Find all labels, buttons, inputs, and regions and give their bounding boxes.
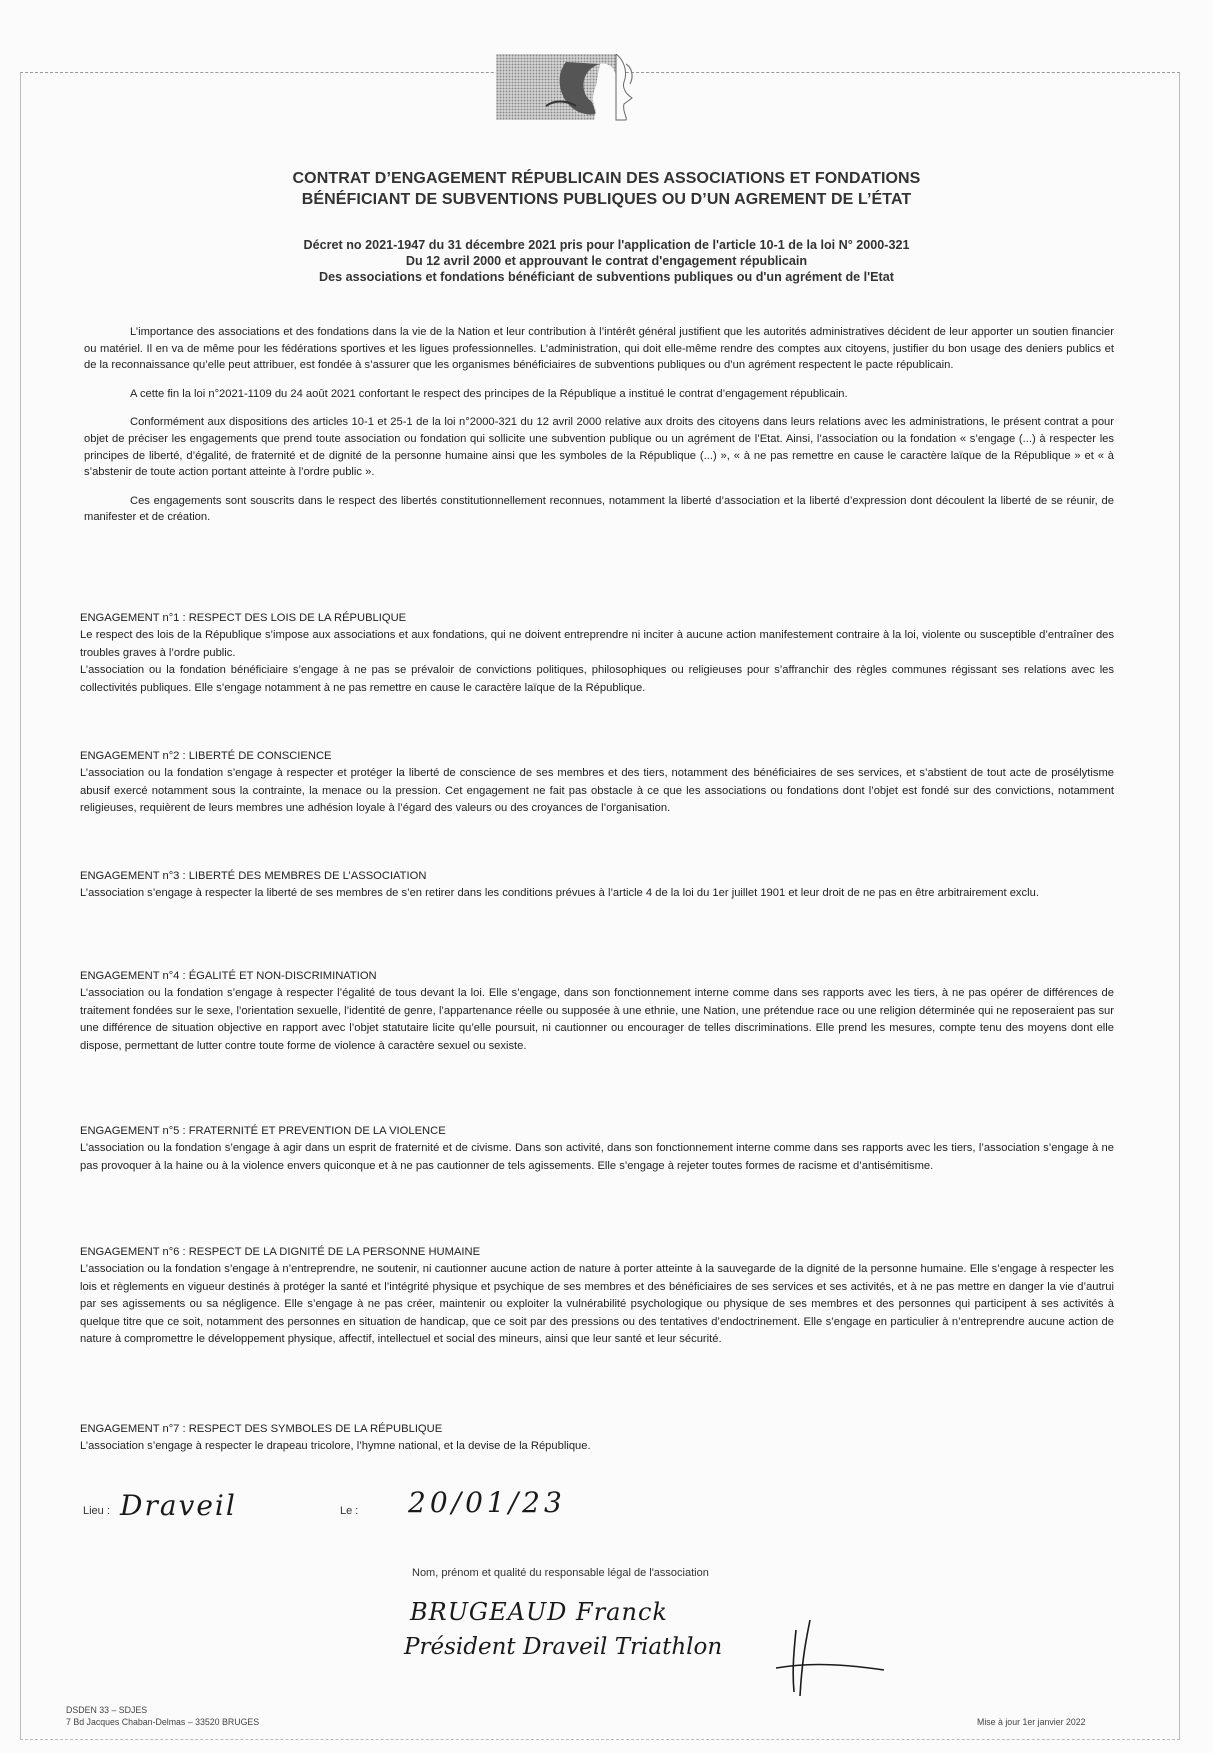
engagement-4 (80, 968, 1114, 1055)
handwritten-role: Président Draveil Triathlon (404, 1634, 723, 1660)
date-label: Le : (340, 1505, 359, 1517)
footer-update-date: Mise à jour 1er janvier 2022 (977, 1717, 1086, 1727)
preamble-paragraph: Ces engagements sont souscrits dans le respect des libertés constitutionnellement reconnues, notamment la liberté d’association et la liberté d’expression dont découlent la liberté de se réunir, de manifester et de création. (84, 494, 1114, 524)
engagement-text: L’association ou la fondation s’engage à respecter et protéger la liberté de conscience de ses membres et des tiers, notamment des bénéficiaires de ses services, et s’abstient de tout acte de prosélytisme abusif exercé notamment sous la contrainte, la menace ou la pression. Cet engagement ne fait pas obstacle à ce que les associations ou fondations dont l’objet est fondé sur des convictions, notamment religieuses, requièrent de leurs membres une adhésion loyale à l’égard des valeurs ou des croyances de l’organisation. (80, 767, 1114, 815)
engagement-heading: ENGAGEMENT n°7 : RESPECT DES SYMBOLES DE LA RÉPUBLIQUE (80, 1423, 443, 1435)
preamble-paragraph: Conformément aux dispositions des articles 10-1 et 25-1 de la loi n°2000-321 du 12 avril 2000 relative aux droits des citoyens dans leurs relations avec les administrations, le présent contrat a pour objet de préciser les engagements que prend toute association ou fondation qui sollicite une subvention publique ou un agrément de l’Etat. Ainsi, l’association ou la fondation « s’engage (...) à respecter les principes de liberté, d’égalité, de fraternité et de dignité de la personne humaine ainsi que les symboles de la République (...) », « à ne pas remettre en cause le caractère laïque de la République » et « à s’abstenir de toute action portant atteinte à l’ordre public ». (84, 416, 1114, 479)
footer-address: 7 Bd Jacques Chaban-Delmas – 33520 BRUGES (66, 1717, 260, 1727)
engagement-7 (80, 1421, 1114, 1456)
place-handwritten: Draveil (120, 1489, 237, 1522)
engagement-text: L’association ou la fondation s’engage à n’entreprendre, ne soutenir, ni cautionner aucune action de nature à porter atteinte à la sauvegarde de la dignité de la personne humaine. Elle s’engage à respecter les lois et règlements en vigueur destinés à protéger la santé et l’intégrité physique et psychique de ses membres et des bénéficiaires de ses services et ses activités, et à ne pas mettre en danger la vie d’autrui par ses agissements ou sa négligence. Elle s’engage à ne pas créer, maintenir ou exploiter la vulnérabilité psychologique ou physique de ses membres et des personnes qui participent à ses activités à quelque titre que ce soit, notamment des personnes en situation de handicap, que ce soit par des pressions ou des tentatives d’endoctrinement. Elle s’engage en particulier à n’entreprendre aucune action de nature à compromettre le développement physique, affectif, intellectuel et social des mineurs, ainsi que leur santé et leur sécurité. (80, 1263, 1114, 1346)
engagement-text: L’association s’engage à respecter la liberté de ses membres de s’en retirer dans les conditions prévues à l’article 4 de la loi du 1er juillet 1901 et leur droit de ne pas en être arbitrairement exclu. (80, 887, 1039, 900)
decree-line-2: Du 12 avril 2000 et approuvant le contrat d'engagement républicain (405, 254, 808, 268)
decree-line-3: Des associations et fondations bénéficiant de subventions publiques ou d'un agrément de l'Etat (319, 270, 894, 284)
engagement-heading: ENGAGEMENT n°6 : RESPECT DE LA DIGNITÉ DE LA PERSONNE HUMAINE (80, 1246, 481, 1258)
place-label: Lieu : (83, 1505, 110, 1517)
engagement-2 (80, 748, 1114, 818)
engagement-heading: ENGAGEMENT n°1 : RESPECT DES LOIS DE LA RÉPUBLIQUE (80, 612, 407, 624)
marianne-logo (496, 54, 674, 124)
handwritten-name: BRUGEAUD Franck (410, 1598, 668, 1626)
engagement-heading: ENGAGEMENT n°3 : LIBERTÉ DES MEMBRES DE L’ASSOCIATION (80, 870, 427, 882)
document-title (0, 168, 1213, 210)
engagement-text: L’association ou la fondation s’engage à respecter l’égalité de tous devant la loi. Elle s’engage, dans son fonctionnement interne comme dans ses rapports avec les tiers, à ne pas opérer de différences de traitement fondées sur le sexe, l’orientation sexuelle, l’identité de genre, l’appartenance réelle ou supposée à une ethnie, une Nation, une prétendue race ou une religion déterminée qui ne reposeraient pas sur une différence de situation objective en rapport avec l’objet statutaire licite qu’elle poursuit, ni cautionner ou encourager de telles discriminations. Elle prend les mesures, compte tenu des moyens dont elle dispose, permettant de lutter contre toute forme de violence à caractère sexuel ou sexiste. (80, 987, 1114, 1052)
engagement-5 (80, 1123, 1114, 1175)
signature-scribble (770, 1610, 890, 1700)
preamble-paragraph: L’importance des associations et des fondations dans la vie de la Nation et leur contribution à l’intérêt général justifient que les autorités administratives décident de leur apporter un soutien financier ou matériel. Il en va de même pour les fédérations sportives et les ligues professionnelles. L’administration, qui doit elle-même rendre des comptes aux citoyens, justifier du bon usage des deniers publics et de la reconnaissance qu’elle peut attribuer, est fondée à s’assurer que les organismes bénéficiaires de subventions publiques ou d’un agrément respectent le pacte républicain. (84, 326, 1114, 372)
decree-reference (0, 237, 1213, 285)
engagement-text: L’association ou la fondation s’engage à agir dans un esprit de fraternité et de civisme. Dans son activité, dans son fonctionnement interne comme dans ses rapports avec les tiers, l’association s’engage à ne pas provoquer à la haine ou à la violence envers quiconque et à ne pas cautionner de tels agissements. Elle s’engage à rejeter toutes formes de racisme et d’antisémitisme. (80, 1142, 1114, 1172)
footer-office: DSDEN 33 – SDJES (66, 1705, 148, 1715)
date-handwritten: 20/01/23 (408, 1486, 566, 1519)
engagement-heading: ENGAGEMENT n°2 : LIBERTÉ DE CONSCIENCE (80, 750, 332, 762)
engagement-1 (80, 610, 1114, 697)
engagement-3 (80, 868, 1114, 903)
engagement-text: Le respect des lois de la République s’impose aux associations et aux fondations, qui ne doivent entreprendre ni inciter à aucune action manifestement contraire à la loi, violente ou susceptible d’entraîner des troubles graves à l’ordre public. (80, 629, 1114, 659)
engagement-text: L’association ou la fondation bénéficiaire s’engage à ne pas se prévaloir de convictions politiques, philosophiques ou religieuses pour s’affranchir des règles communes régissant ses relations avec les collectivités publiques. Elle s’engage notamment à ne pas remettre en cause le caractère laïque de la République. (80, 664, 1114, 694)
engagement-text: L’association s’engage à respecter le drapeau tricolore, l’hymne national, et la devise de la République. (80, 1440, 591, 1453)
decree-line-1: Décret no 2021-1947 du 31 décembre 2021 pris pour l'application de l'article 10-1 de la loi N° 2000-321 (303, 238, 910, 252)
title-line-2: BÉNÉFICIANT DE SUBVENTIONS PUBLIQUES OU D’UN AGREMENT DE L’ÉTAT (301, 191, 912, 208)
legal-representative-label: Nom, prénom et qualité du responsable légal de l'association (412, 1567, 709, 1579)
title-line-1: CONTRAT D’ENGAGEMENT RÉPUBLICAIN DES ASSOCIATIONS ET FONDATIONS (292, 170, 921, 187)
preamble-paragraph: A cette fin la loi n°2021-1109 du 24 août 2021 confortant le respect des principes de la République a institué le contrat d’engagement républicain. (130, 387, 848, 400)
engagement-heading: ENGAGEMENT n°5 : FRATERNITÉ ET PREVENTION DE LA VIOLENCE (80, 1125, 446, 1137)
preamble (84, 324, 1114, 538)
engagement-6 (80, 1244, 1114, 1348)
engagement-heading: ENGAGEMENT n°4 : ÉGALITÉ ET NON-DISCRIMINATION (80, 970, 377, 982)
